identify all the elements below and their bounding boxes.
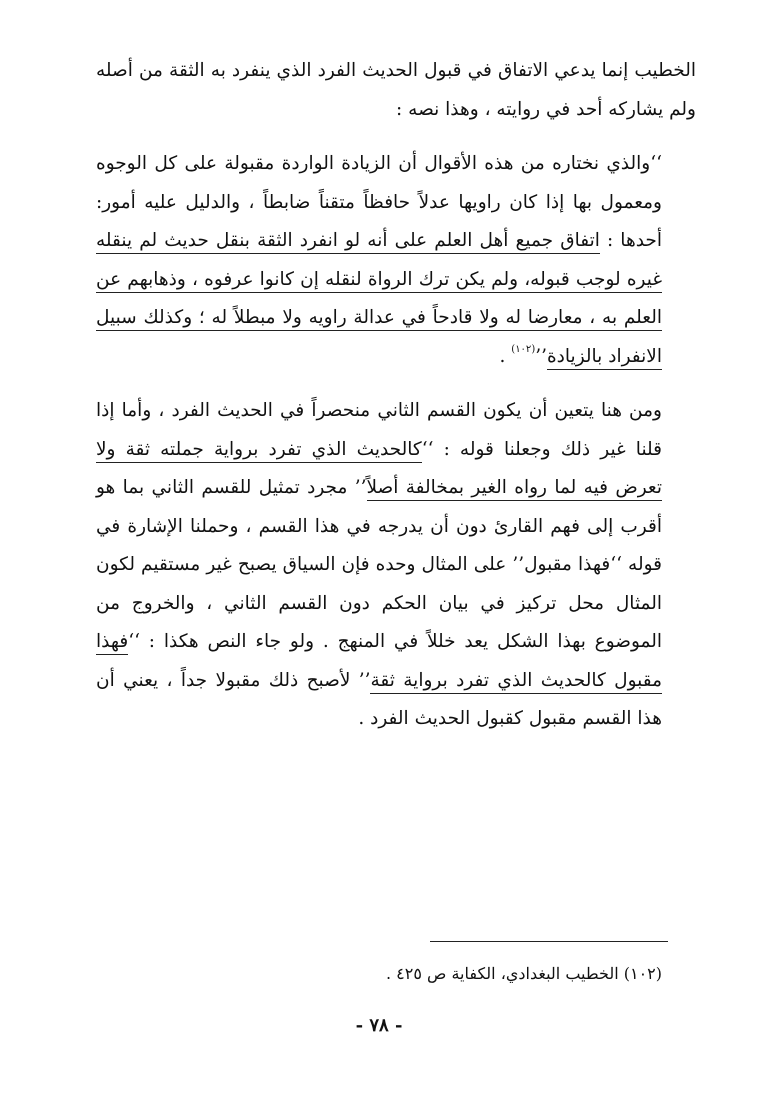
footnote-divider [430,941,668,942]
quote-end: . [499,345,512,367]
main-text [96,52,696,739]
paragraph-discussion [96,392,696,739]
discussion-text-b: ’’ مجرد تمثيل للقسم الثاني بما هو أقرب إلى فهم القارئ دون أن يدرجه في هذا القسم ، وحملنا الإشارة في قوله ‘‘فهذا مقبول’’ على المثال وحده فإن السياق يصبح غير مستقيم لكون المثال محل تركيز في بيان الحكم دون القسم الثاني ، والخروج من الموضوع بهذا الشكل يعد خللاً في المنهج . ولو جاء النص هكذا : ‘‘ [96,477,662,652]
footnote-reference: (١٠٢) [511,343,536,355]
quote-text: ‘‘والذي نختاره من هذه الأقوال أن الزيادة الواردة مقبولة على كل الوجوه ومعمول بها إذا كان راويها عدلاً حافظاً متقناً ضابطاً ، والدليل عليه أمور: أحدها : [96,153,662,251]
page-number: - ٧٨ - [355,1015,403,1036]
underlined-citation-1: كالحديث الذي تفرد برواية جملته ثقة ولا تعرض فيه لما رواه الغير بمخالفة أصلاً [96,439,662,502]
discussion-text-a: ومن هنا يتعين أن يكون القسم الثاني منحصراً في الحديث الفرد ، وأما إذا قلنا غير ذلك وجعلنا قوله : ‘‘ [96,400,662,460]
paragraph-quote [96,145,696,376]
underlined-quote-text: اتفاق جميع أهل العلم على أنه لو انفرد الثقة بنقل حديث لم ينقله غيره لوجب قبوله، ولم يكن ترك الرواة لنقله إن كانوا عرفوه ، وذهابهم عن العلم به ، معارضا له ولا قادحاً في عدالة راويه ولا مبطلاً له ؛ وكذلك سبيل الانفراد بالزيادة [96,230,662,370]
discussion-text-c: ’’ لأصبح ذلك مقبولا جداً ، يعني أن هذا القسم مقبول كقبول الحديث الفرد . [96,669,662,729]
paragraph-intro: الخطيب إنما يدعي الاتفاق في قبول الحديث الفرد الذي ينفرد به الثقة من أصله ولم يشاركه أحد في روايته ، وهذا نصه : [96,60,696,120]
closing-quote-mark: ’’ [535,345,547,367]
underlined-citation-2: فهذا مقبول كالحديث الذي تفرد برواية ثقة [96,631,662,694]
footnote: (١٠٢) الخطيب البغدادي، الكفاية ص ٤٢٥ . [386,964,662,983]
